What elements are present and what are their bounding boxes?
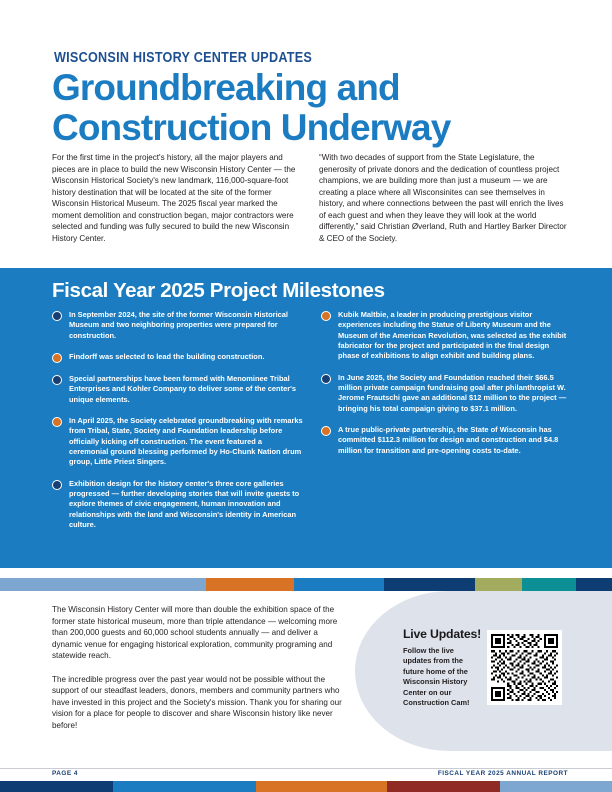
color-strip-segment bbox=[384, 578, 475, 591]
intro-columns bbox=[52, 152, 568, 244]
bullet-dot-navy-icon bbox=[52, 480, 62, 490]
milestone-text: A true public-private partnership, the State of Wisconsin has committed $112.3 million for design and construction and $4.8 million for transition and pre-opening costs to-date. bbox=[338, 425, 559, 455]
bullet-dot-navy-icon bbox=[52, 375, 62, 385]
milestones-columns bbox=[52, 310, 572, 542]
milestone-text: Special partnerships have been formed with Menominee Tribal Enterprises and Kohler Company to deliver some of the center's unique elements. bbox=[69, 374, 297, 404]
live-updates-callout bbox=[403, 627, 583, 708]
milestone-text: In April 2025, the Society celebrated groundbreaking with remarks from Tribal, State, Society and Foundation leadership before officially kicking off construction. The event featured a ceremonial ground blessing performed by Ho-Chunk Nation drum group, Little Priest Singers. bbox=[69, 416, 303, 467]
milestone-text: Findorff was selected to lead the building construction. bbox=[69, 352, 265, 362]
page-title bbox=[52, 68, 572, 148]
intro-paragraph-right: “With two decades of support from the State Legislature, the generosity of private donors and the dedication of countless project champions, we are building more than just a museum — we are creating a place where all Wisconsinites can see themselves in history, and where connections between the past will enrich the lives of each guest and when they leave they will look at the world differently,” said Christian Øverland, Ruth and Hartley Barker Director & CEO of the Society. bbox=[319, 153, 567, 243]
milestone-item bbox=[52, 479, 303, 531]
footer-strip-segment bbox=[256, 781, 387, 792]
closing-text bbox=[52, 604, 344, 743]
milestone-text: Exhibition design for the history center's three core galleries progressed — further developing stories that will invite guests to explore themes of civic engagement, human innovation and relationships with the land and Wisconsin's identity in American culture. bbox=[69, 478, 300, 530]
milestone-text: In September 2024, the site of the former Wisconsin Historical Museum and two neighboring properties were prepared for construction. bbox=[69, 310, 288, 340]
headline-line-1: Groundbreaking and bbox=[52, 67, 400, 108]
color-strip-segment bbox=[206, 578, 294, 591]
footer-strip-segment bbox=[387, 781, 500, 792]
footer-divider bbox=[0, 768, 612, 769]
footer-strip-segment bbox=[0, 781, 113, 792]
footer-strip-segment bbox=[500, 781, 612, 792]
color-strip-segment bbox=[522, 578, 576, 591]
milestone-item bbox=[321, 373, 572, 414]
qr-code-icon[interactable] bbox=[487, 630, 562, 705]
milestone-item bbox=[321, 310, 572, 362]
bullet-dot-orange-icon bbox=[52, 417, 62, 427]
milestones-column-left bbox=[52, 310, 303, 542]
footer-strip-segment bbox=[113, 781, 256, 792]
milestone-text: Kubik Maltbie, a leader in producing prestigious visitor experiences including the Statue of Liberty Museum and the Museum of the American Revolution, was selected as the exhibit fabricator for the project and participated in the final design phase of exhibitions to align exhibit and building plans. bbox=[338, 310, 567, 361]
bullet-dot-navy-icon bbox=[52, 311, 62, 321]
milestones-column-right bbox=[321, 310, 572, 542]
milestones-title: Fiscal Year 2025 Project Milestones bbox=[52, 279, 385, 302]
color-strip-segment bbox=[576, 578, 612, 591]
live-updates-body: Follow the live updates from the future home of the Wisconsin History Center on our Construction Cam! bbox=[403, 646, 470, 708]
bullet-dot-navy-icon bbox=[321, 374, 331, 384]
footer-color-strip bbox=[0, 781, 612, 792]
live-updates-title: Live Updates! bbox=[403, 627, 482, 641]
qr-code-graphic bbox=[491, 634, 558, 701]
milestone-item bbox=[52, 352, 303, 363]
color-strip-segment bbox=[294, 578, 384, 591]
closing-paragraph-1: The Wisconsin History Center will more than double the exhibition space of the former state historical museum, more than triple attendance — welcoming more than 200,000 guests and 60,000 school students annually — and deliver a dynamic venue for engaging historical exploration, community programing and statewide reach. bbox=[52, 605, 338, 660]
intro-paragraph-left: For the first time in the project's history, all the major players and pieces are in place to build the new Wisconsin History Center — the Wisconsin Historical Society's new landmark, 116,000-square-foot history destination that will be located at the site of the former Wisconsin Historical Museum. The 2025 fiscal year marked the moment demolition and construction began, major contractors were selected and funding was fully secured to build the new Wisconsin History Center. bbox=[52, 153, 296, 243]
bullet-dot-orange-icon bbox=[321, 426, 331, 436]
section-eyebrow: WISCONSIN HISTORY CENTER UPDATES bbox=[54, 50, 313, 66]
decorative-color-strip bbox=[0, 578, 612, 591]
footer-page-number: PAGE 4 bbox=[52, 770, 78, 777]
headline-line-2: Construction Underway bbox=[52, 106, 451, 148]
color-strip-segment bbox=[475, 578, 522, 591]
live-updates-text bbox=[403, 627, 482, 708]
milestone-text: In June 2025, the Society and Foundation reached their $66.5 million private campaign fundraising goal after philanthropist W. Jerome Frautschi gave an additional $12 million to the project — bringing his total campaign giving to $37.1 million. bbox=[338, 372, 567, 413]
bullet-dot-orange-icon bbox=[321, 311, 331, 321]
milestone-item bbox=[52, 374, 303, 405]
color-strip-segment bbox=[0, 578, 206, 591]
milestone-item bbox=[321, 425, 572, 456]
milestone-item bbox=[52, 310, 303, 341]
milestone-item bbox=[52, 416, 303, 468]
closing-paragraph-2: The incredible progress over the past year would not be possible without the support of our steadfast leaders, donors, members and community partners who have invested in this project and the Society's mission. Thank you for sharing our vision for a place for people to discover and share Wisconsin history like never before! bbox=[52, 674, 342, 730]
bullet-dot-orange-icon bbox=[52, 353, 62, 363]
footer-report-label: FISCAL YEAR 2025 ANNUAL REPORT bbox=[437, 770, 568, 777]
